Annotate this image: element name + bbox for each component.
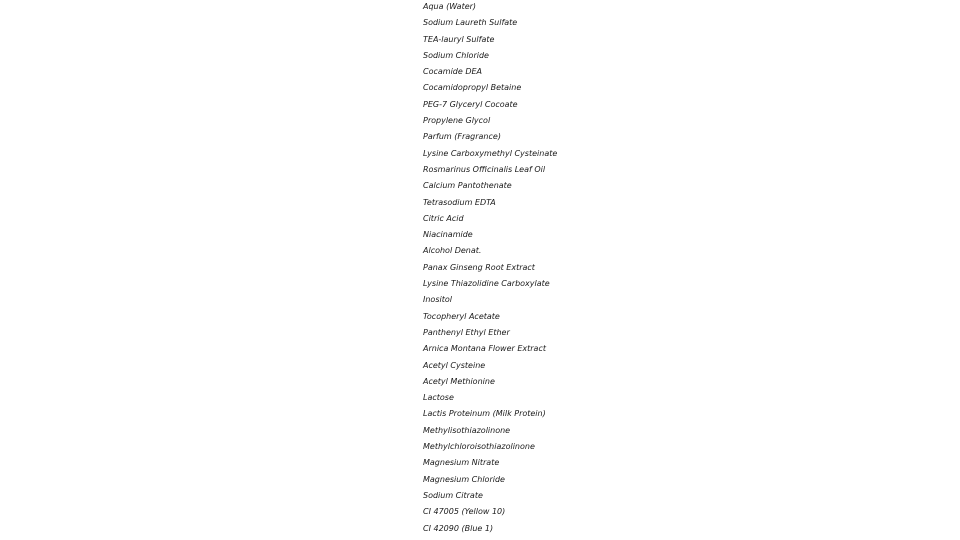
ingredient-item: Panax Ginseng Root Extract [423,262,535,272]
ingredient-item: CI 42090 (Blue 1) [423,523,494,533]
ingredient-item: Magnesium Nitrate [423,458,500,468]
ingredient-item: Cocamidopropyl Betaine [423,83,522,93]
ingredient-item: Niacinamide [423,230,473,240]
ingredient-item: Lysine Carboxymethyl Cysteinate [423,148,558,158]
ingredient-item: Inositol [423,295,452,305]
ingredient-item: TEA-lauryl Sulfate [423,34,495,44]
ingredient-item: Tocopheryl Acetate [423,311,500,321]
ingredient-item: Calcium Pantothenate [423,181,512,191]
ingredient-item: Sodium Laureth Sulfate [423,18,518,28]
ingredient-item: Lactose [423,393,454,403]
ingredient-item: CI 47005 (Yellow 10) [423,507,506,517]
ingredient-item: Lysine Thiazolidine Carboxylate [423,279,550,289]
ingredient-item: Parfum (Fragrance) [423,132,501,142]
ingredient-item: Lactis Proteinum (Milk Protein) [423,409,546,419]
ingredient-list [423,0,557,537]
ingredient-item: Alcohol Denat. [423,246,482,256]
ingredient-item: Rosmarinus Officinalis Leaf Oil [423,164,546,174]
ingredient-item: Propylene Glycol [423,116,491,126]
ingredient-item: Acetyl Cysteine [423,360,486,370]
ingredient-item: Arnica Montana Flower Extract [423,344,546,354]
ingredient-item: Aqua (Water) [423,2,477,11]
ingredient-item: Panthenyl Ethyl Ether [423,327,510,337]
ingredient-item: Methylchloroisothiazolinone [423,442,535,452]
ingredient-item: PEG-7 Glyceryl Cocoate [423,99,518,109]
ingredient-item: Sodium Citrate [423,490,483,500]
ingredient-item: Magnesium Chloride [423,474,505,484]
ingredient-item: Sodium Chloride [423,50,489,60]
ingredient-item: Methylisothiazolinone [423,425,511,435]
ingredient-item: Citric Acid [423,213,464,223]
ingredient-item: Acetyl Methionine [423,376,495,386]
ingredient-item: Tetrasodium EDTA [423,197,496,207]
ingredient-item: Cocamide DEA [423,67,483,77]
